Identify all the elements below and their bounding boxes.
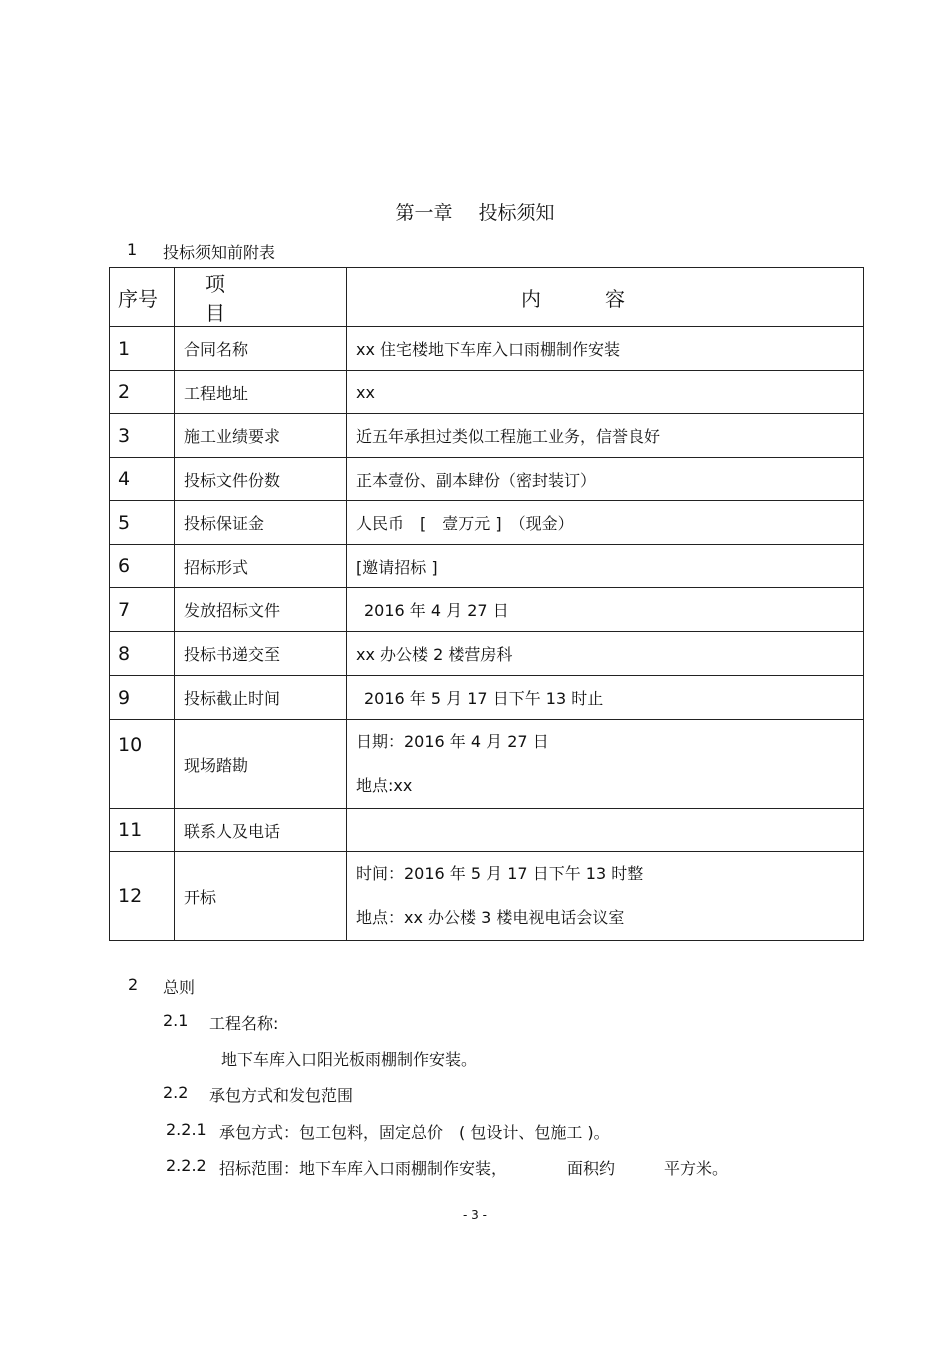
- row-item: 现场踏勘: [175, 720, 347, 809]
- section-2-2-2-area: 面积约: [567, 1159, 616, 1178]
- section-2-2-1-number: 2.2.1: [166, 1120, 207, 1139]
- table-row: [110, 676, 864, 720]
- row-no: 8: [110, 632, 175, 676]
- row-no: 12: [110, 852, 175, 941]
- row-no: 3: [110, 414, 175, 458]
- row-no: 11: [110, 809, 175, 852]
- header-content: 内容: [347, 268, 864, 327]
- section-2-1-number: 2.1: [163, 1011, 189, 1030]
- row-no: 7: [110, 588, 175, 632]
- row-content: 2016 年 4 月 27 日: [347, 588, 864, 632]
- table-row: [110, 720, 864, 809]
- section-2-2-2-unit: 平方米。: [664, 1159, 729, 1178]
- row-content: xx 住宅楼地下车库入口雨棚制作安装: [347, 327, 864, 371]
- chapter-label: 第一章: [395, 202, 453, 224]
- survey-place: 地点:xx: [356, 776, 413, 795]
- row-item: 投标保证金: [175, 501, 347, 545]
- row-no: 2: [110, 371, 175, 414]
- row-item: 合同名称: [175, 327, 347, 371]
- row-content: xx: [347, 371, 864, 414]
- chapter-name: 投标须知: [478, 202, 555, 224]
- row-item: 招标形式: [175, 545, 347, 588]
- survey-date: 日期：2016 年 4 月 27 日: [356, 732, 549, 751]
- section-2-2-2-number: 2.2.2: [166, 1156, 207, 1175]
- table-row: [110, 588, 864, 632]
- bid-notice-table: [109, 267, 864, 941]
- opening-place: 地点：xx 办公楼 3 楼电视电话会议室: [356, 908, 625, 927]
- row-content: [347, 852, 864, 941]
- section-2-1-title: 工程名称:: [209, 1014, 279, 1033]
- row-item: 工程地址: [175, 371, 347, 414]
- section-2-2-number: 2.2: [163, 1083, 189, 1102]
- table-row: [110, 852, 864, 941]
- row-no: 10: [110, 720, 175, 809]
- row-item: 发放招标文件: [175, 588, 347, 632]
- row-item: 开标: [175, 852, 347, 941]
- opening-time: 时间：2016 年 5 月 17 日下午 13 时整: [356, 864, 644, 883]
- table-row: [110, 501, 864, 545]
- row-content: xx 办公楼 2 楼营房科: [347, 632, 864, 676]
- row-item: 投标截止时间: [175, 676, 347, 720]
- table-row: [110, 458, 864, 501]
- section-2-1-text: 地下车库入口阳光板雨棚制作安装。: [221, 1050, 478, 1069]
- section-2-2-title: 承包方式和发包范围: [209, 1086, 354, 1105]
- table-row: [110, 327, 864, 371]
- row-content: 正本壹份、副本肆份（密封装订）: [347, 458, 864, 501]
- row-no: 1: [110, 327, 175, 371]
- row-item: 施工业绩要求: [175, 414, 347, 458]
- row-no: 9: [110, 676, 175, 720]
- header-item: 项目: [175, 268, 347, 327]
- section-2-number: 2: [128, 975, 139, 994]
- chapter-title: [0, 198, 950, 225]
- section-2-2-1-text: 承包方式：包工包料，固定总价 ( 包设计、包施工 )。: [219, 1123, 610, 1142]
- section-2-title: 总则: [163, 978, 196, 997]
- sub-heading-number: 1: [127, 240, 138, 259]
- row-no: 4: [110, 458, 175, 501]
- row-content: 人民币 [ 壹万元 ] （现金）: [347, 501, 864, 545]
- table-row: [110, 414, 864, 458]
- section-2-2-2-text: 招标范围：地下车库入口雨棚制作安装，: [219, 1159, 508, 1178]
- row-item: 投标文件份数: [175, 458, 347, 501]
- row-content: [347, 809, 864, 852]
- page-number: - 3 -: [463, 1208, 487, 1222]
- row-content: 2016 年 5 月 17 日下午 13 时止: [347, 676, 864, 720]
- table-row: [110, 371, 864, 414]
- header-no: 序号: [110, 268, 175, 327]
- row-no: 6: [110, 545, 175, 588]
- sub-heading-text: 投标须知前附表: [163, 243, 276, 262]
- row-item: 投标书递交至: [175, 632, 347, 676]
- row-item: 联系人及电话: [175, 809, 347, 852]
- table-row: [110, 632, 864, 676]
- row-content: [347, 720, 864, 809]
- table-row: [110, 545, 864, 588]
- row-content: [邀请招标 ]: [347, 545, 864, 588]
- row-no: 5: [110, 501, 175, 545]
- table-header-row: [110, 268, 864, 327]
- table-row: [110, 809, 864, 852]
- row-content: 近五年承担过类似工程施工业务，信誉良好: [347, 414, 864, 458]
